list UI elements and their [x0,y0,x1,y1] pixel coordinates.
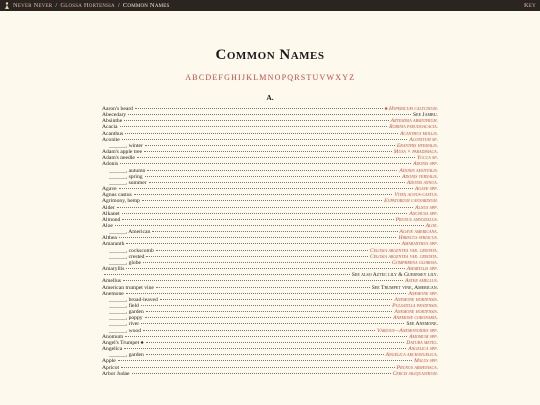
entry-name: Adam's apple tree [102,149,143,156]
breadcrumb-current-page: Common Names [122,2,170,9]
alphabet-link-f[interactable]: F [218,73,224,82]
entry-name: Angelica [102,346,123,353]
entry-name: Almond [102,216,121,223]
dot-leader [123,280,403,281]
dot-leader [145,317,392,318]
dot-leader [128,114,411,115]
entry-name: Apple [102,358,116,365]
entry-botanical-name[interactable]: Angelica archangelica. [385,352,438,359]
dot-leader [115,225,424,226]
dot-leader [132,373,391,374]
dot-leader [156,287,370,288]
dot-leader [146,311,393,312]
entry-botanical-name[interactable]: Musa × paradisiaca. [393,149,438,156]
top-navigation-bar [0,0,540,11]
dot-leader [145,145,395,146]
dot-leader [160,299,393,300]
dot-leader [126,268,404,269]
entry-name: ______, cockscomb [109,247,154,254]
entry-name: ______, American [109,229,151,236]
dot-leader [124,348,406,349]
alphabet-link-d[interactable]: D [205,73,212,82]
entry-name: Adam's needle [102,155,135,162]
entry-name: Amaryllis [102,266,125,273]
entry-name: ______, summer [109,179,147,186]
dot-leader [117,207,413,208]
entry-botanical-name[interactable]: Adonis annua. [406,179,438,186]
dot-leader [122,213,408,214]
dot-leader [147,170,397,171]
entry-botanical-name[interactable]: Prunus amygdalus. [395,216,438,223]
entry-botanical-name[interactable]: Prunus armeniaca. [396,364,438,371]
entry-botanical-name[interactable]: Adonis aestivalis. [399,167,438,174]
entry-botanical-name[interactable]: Vitex agnus-castus. [394,192,438,199]
dot-leader [143,330,375,331]
entry-name: Agnus castus [102,192,132,199]
entry-botanical-name[interactable]: Agave spp. [414,186,438,193]
dot-leader [124,120,388,121]
dot-leader [149,182,405,183]
entry-botanical-name[interactable]: See also Aztec lily & Guernsey lily. [351,272,438,279]
dot-leader [137,157,415,158]
alphabet-link-e[interactable]: E [212,73,218,82]
entry-botanical-name[interactable]: See Jambu. [413,112,438,119]
entry-name: Alkanet [102,210,120,217]
entry-name: Althea [102,235,117,242]
key-link[interactable]: Key [524,2,536,9]
dot-leader [146,256,367,257]
entry-botanical-name[interactable]: Eupatorium cannabinum. [384,198,438,205]
alphabet-link-v[interactable]: V [319,73,326,82]
entry-botanical-name[interactable]: Celosia argentea var. cristata. [369,247,438,254]
alphabet-link-m[interactable]: M [259,73,268,82]
dot-leader [146,354,384,355]
entry-name: ______, crested [109,253,145,260]
alphabet-link-z[interactable]: Z [349,73,355,82]
dot-leader [141,323,404,324]
entry-name: Apricot [102,364,120,371]
entry-name: Anomum [102,333,124,340]
entry-botanical-name[interactable]: Eranthis hyemalis. [396,142,438,149]
entry-name: ______, globe [109,259,142,266]
dot-leader [122,139,408,140]
alphabet-index [0,73,540,82]
section-heading: A. [266,93,274,102]
entry-botanical-name[interactable]: Anemone hortensis. [394,296,438,303]
entry-botanical-name[interactable]: Amaryllis spp. [406,266,438,273]
entry-name: ______, wood [109,327,142,334]
alphabet-link-p[interactable]: P [281,73,287,82]
entry-botanical-name[interactable]: Aloe. [425,222,438,229]
entry-botanical-name[interactable]: Datura metel. [406,339,438,346]
dot-leader [125,336,407,337]
entry-name: ______, autumn [109,167,146,174]
entry-name: Arbor Judae [102,370,130,377]
common-names-list [102,106,438,377]
entry-botanical-name[interactable]: Agave americana. [399,229,438,236]
dot-leader [141,305,390,306]
entry-name: Aconite [102,136,120,143]
entry-name: Amaranth [102,241,125,248]
dot-leader [121,367,395,368]
entry-botanical-name[interactable]: Alnus spp. [415,204,438,211]
entry-name: Alder [102,204,115,211]
breadcrumb [4,2,170,10]
entry-name: Aaron's beard [102,106,133,112]
entry-botanical-name[interactable]: Anemone spp. [408,290,438,297]
breadcrumb-separator: / [55,2,58,9]
entry-botanical-name[interactable]: Adonis spp. [413,161,438,168]
alphabet-link-i[interactable]: I [238,73,242,82]
alphabet-link-g[interactable]: G [224,73,231,82]
alphabet-link-s[interactable]: S [300,73,306,82]
entry-botanical-name[interactable]: Cercis siliquastrum. [392,370,438,377]
alphabet-link-l[interactable]: L [253,73,259,82]
entry-botanical-name[interactable]: Various—Anemonoides spp. [376,327,438,334]
breadcrumb-separator: / [117,2,120,9]
entry-name: ______, garden [109,309,144,316]
entry-botanical-name[interactable]: See Trumpet vine, American. [371,284,438,291]
entry-name: Acacia [102,124,118,131]
entry-botanical-name[interactable]: Celosia argentea var. cristata. [369,253,438,260]
dot-leader [119,188,413,189]
dot-leader [104,274,350,275]
alphabet-link-h[interactable]: H [231,73,238,82]
entry-botanical-name[interactable]: Gomphrena globosa. [391,259,438,266]
entry-botanical-name[interactable]: Yucca sp. [416,155,438,162]
breadcrumb-glossa-hortensia[interactable]: Glossa Hortensia [60,2,115,9]
entry-botanical-name[interactable]: See Anemone. [406,321,438,328]
entry-name: Acanthus [102,130,124,137]
alphabet-link-c[interactable]: C [198,73,205,82]
dot-leader [126,293,407,294]
dot-leader [146,342,405,343]
dot-leader [145,176,400,177]
entry-botanical-name[interactable]: Robinia pseudoacacia. [389,124,438,131]
entry-name: Absinthe [102,118,123,125]
alphabet-link-k[interactable]: K [246,73,253,82]
entry-botanical-name[interactable]: Amaranthus spp. [401,241,438,248]
entry-name: ______, field [109,303,139,309]
entry-name: Adonis [102,161,119,168]
entry-botanical-name[interactable]: Hibiscus syriacus. [398,235,438,242]
entry-name: ______, broad-leaved [109,296,158,303]
entry-botanical-name[interactable]: Aconitum sp. [409,136,438,143]
alphabet-link-a[interactable]: A [185,73,192,82]
page-title: Common Names [215,47,325,63]
dot-leader [156,250,368,251]
entry-botanical-name[interactable]: Anemone coronaria. [393,315,438,322]
entry-botanical-name[interactable]: Aster amellus. [405,278,438,285]
dot-leader [134,194,393,195]
entry-name: ______, garden [109,352,144,359]
entry-name: ______, river [109,321,140,328]
entry-name: Anemone [102,290,124,297]
dot-leader [120,126,388,127]
entry-name: Agave [102,186,117,193]
alphabet-link-u[interactable]: U [312,73,319,82]
entry-name: ______, poppy [109,315,143,322]
alphabet-link-x[interactable]: X [335,73,342,82]
breadcrumb-never-never[interactable]: Never Never [13,2,53,9]
dot-leader [142,200,382,201]
entry-name: ______, winter [109,142,143,149]
entry-name: Amellus [102,278,121,285]
dot-leader [135,108,383,109]
dot-leader [119,237,397,238]
alphabet-link-r[interactable]: R [294,73,301,82]
alphabet-link-y[interactable]: Y [342,73,349,82]
entry-botanical-name[interactable]: Malus spp. [414,358,438,365]
entry-name: Angel's Trumpet ♠ [102,339,144,346]
dot-leader [144,151,392,152]
entry-botanical-name[interactable]: Pulsatilla pratensis. [392,303,438,309]
dot-leader [122,219,393,220]
alphabet-link-n[interactable]: N [267,73,274,82]
entry-name: ______, spring [109,173,143,180]
list-item [102,371,438,377]
dot-leader [152,231,397,232]
dot-leader [120,163,411,164]
entry-name: American trumpet vine [102,284,154,291]
dot-leader [126,243,399,244]
entry-botanical-name[interactable]: Artemisia absinthium. [390,118,438,125]
entry-botanical-name[interactable]: Anchusa spp. [409,210,438,217]
entry-name: Abecedary [102,112,127,119]
entry-name: Aloe [102,222,113,229]
alphabet-link-w[interactable]: W [326,73,335,82]
dot-leader [118,360,412,361]
dot-leader [125,133,398,134]
entry-name: Agrimony, hemp [102,198,140,205]
alphabet-link-t[interactable]: T [306,73,312,82]
alphabet-link-b[interactable]: B [192,73,199,82]
dot-leader [143,262,390,263]
entry-botanical-name[interactable]: Adonis vernalis. [402,173,438,180]
entry-botanical-name[interactable]: Angelica spp. [408,346,438,353]
entry-botanical-name[interactable]: Acanthus mollis. [400,130,438,137]
entry-botanical-name[interactable]: Anemone hortensis. [394,309,438,316]
entry-botanical-name[interactable]: Amomum spp. [409,333,438,340]
figure-logo-icon[interactable] [4,2,10,10]
entry-botanical-name[interactable]: ♠ Hypericum calycinum. [384,106,438,112]
alphabet-link-j[interactable]: J [241,73,246,82]
alphabet-link-q[interactable]: Q [287,73,294,82]
alphabet-link-o[interactable]: O [274,73,281,82]
